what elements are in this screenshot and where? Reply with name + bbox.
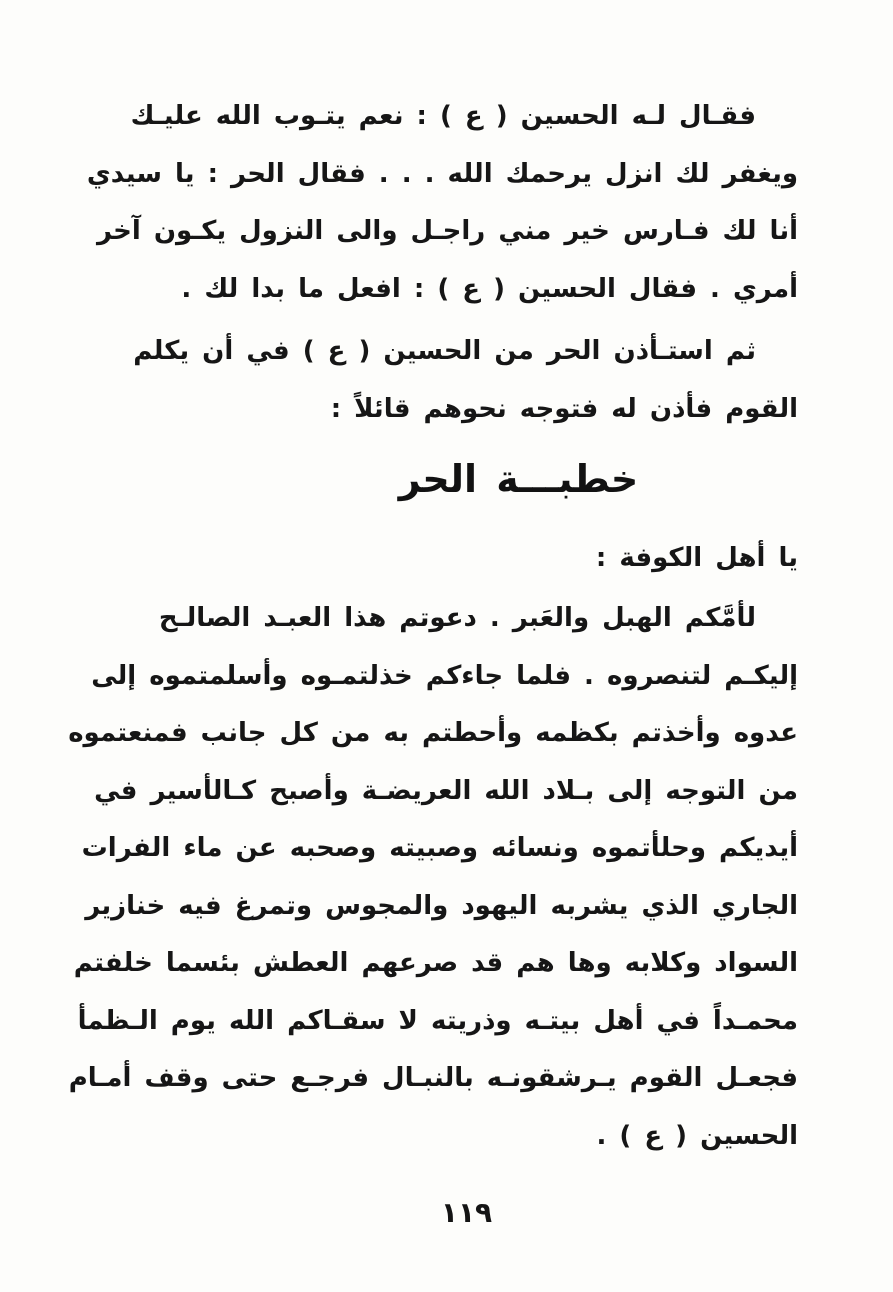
paragraph-dialogue-hussein-hurr [84, 88, 798, 318]
text-line: عدوه وأخذتم بكظمه وأحطتم به من كل جانب فمنعتموه [68, 718, 798, 748]
text-line: أيديكم وحلأتموه ونسائه وصبيته وصحبه عن ماء الفرات [81, 833, 798, 863]
text-line: فجعـل القوم يـرشقونـه بالنبـال فرجـع حتى وقف أمـام [68, 1063, 798, 1093]
address-line-ya-ahl-alkufa: يا أهل الكوفة : [595, 543, 798, 573]
text-line: إليكـم لتنصروه . فلما جاءكم خذلتمـوه وأسلمتموه إلى [91, 660, 798, 691]
address-line-block [84, 530, 798, 588]
text-line: من التوجه إلى بـلاد الله العريضـة وأصبح كـالأسير في [94, 775, 798, 806]
text-line: محمـداً في أهل بيتـه وذريته لا سقـاكم الله يوم الـظمأ [77, 1005, 798, 1036]
text-line: لأمَّكم الهبل والعَبر . دعوتم هذا العبـد الصالـح [158, 603, 756, 633]
text-line: الحسين ( ع ) . [596, 1120, 798, 1151]
paragraph-sermon-body [68, 590, 798, 1165]
text-line: السواد وكلابه وها هم قد صرعهم العطش بئسما خلفتم [73, 948, 798, 978]
section-heading-khutbat-alhurr: خطبـــة الحر [398, 457, 639, 501]
section-heading-wrap [0, 448, 893, 510]
text-line: الجاري الذي يشربه اليهود والمجوس وتمرغ فيه خنازير [85, 890, 798, 921]
page-number-wrap [0, 1196, 893, 1229]
text-line: ويغفر لك انزل يرحمك الله . . . فقال الحر : يا سيدي [86, 158, 798, 189]
text-line: فقـال لـه الحسين ( ع ) : نعم يتـوب الله عليـك [130, 101, 756, 131]
text-line: القوم فأذن له فتوجه نحوهم قائلاً : [330, 393, 798, 424]
paragraph-hurr-asks-permission [84, 323, 798, 438]
text-line: ثم استـأذن الحر من الحسين ( ع ) في أن يكلم [133, 336, 756, 366]
page-number: ١١٩ [440, 1196, 493, 1229]
text-line: أنا لك فـارس خير مني راجـل والى النزول يكـون آخر [96, 216, 798, 246]
text-line: أمري . فقال الحسين ( ع ) : افعل ما بدا لك . [181, 273, 798, 304]
